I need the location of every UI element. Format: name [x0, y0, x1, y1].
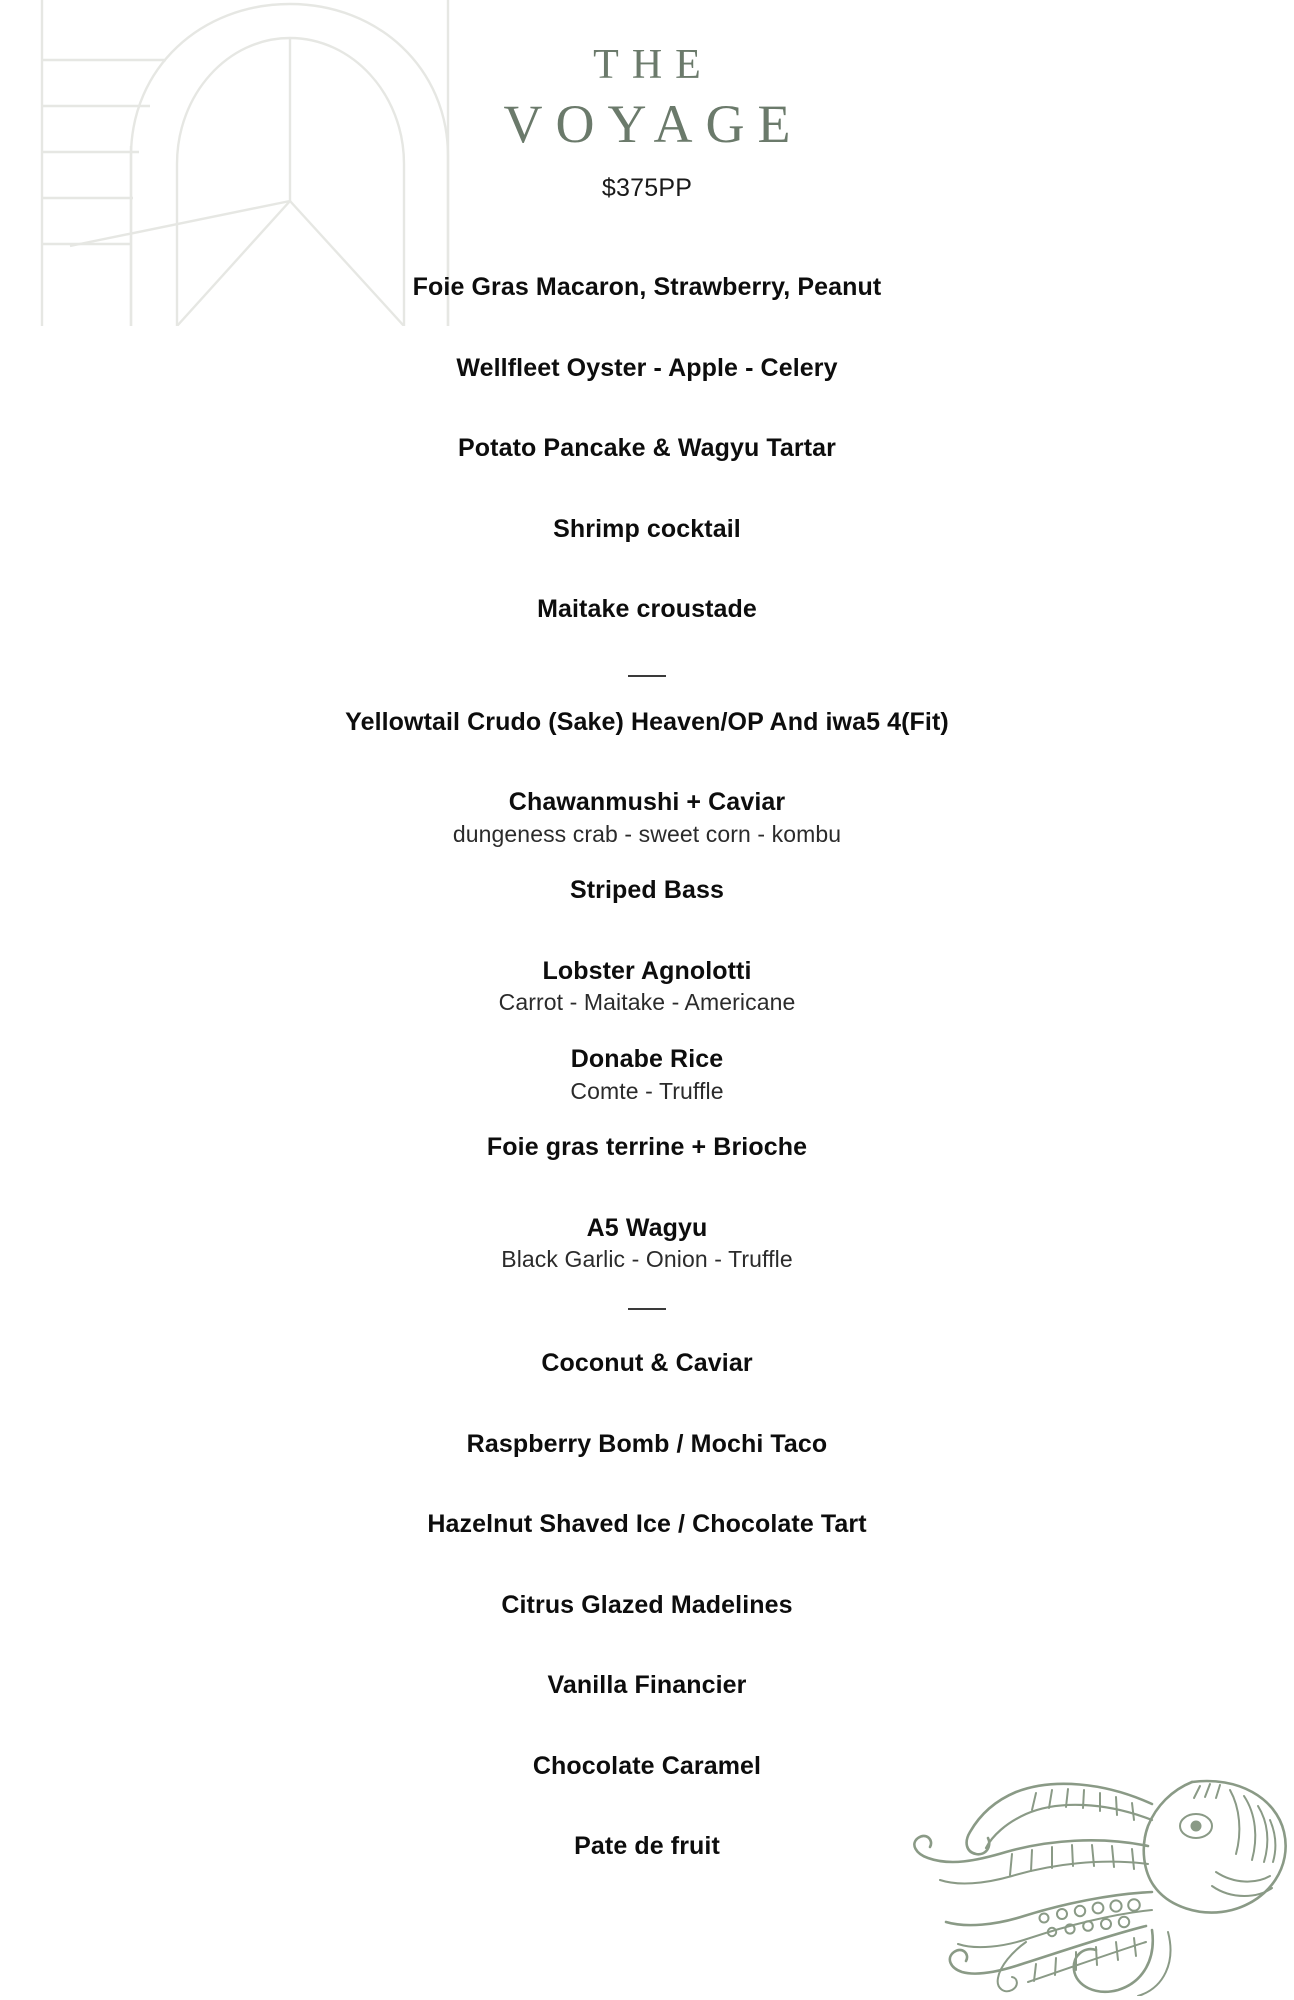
- menu-item: [0, 1751, 1294, 1782]
- menu-item: [0, 707, 1294, 738]
- brand-title-line-1: THE: [593, 42, 714, 88]
- menu-item-title: Striped Bass: [569, 876, 725, 905]
- menu-item-title: Raspberry Bomb / Mochi Taco: [466, 1429, 828, 1458]
- menu-item: [0, 1509, 1294, 1540]
- menu-item-title: Citrus Glazed Madelines: [501, 1590, 793, 1619]
- menu-item: [0, 1348, 1294, 1379]
- menu-item-title: Yellowtail Crudo (Sake) Heaven/OP And iwa5 4(Fit): [345, 707, 949, 736]
- menu-item-title: Foie gras terrine + Brioche: [486, 1133, 808, 1162]
- menu-item-title: Chocolate Caramel: [532, 1751, 762, 1780]
- menu-item-title: Coconut & Caviar: [541, 1349, 753, 1377]
- menu-item: [0, 433, 1294, 464]
- menu-item: [0, 272, 1294, 303]
- menu-item-description: Comte - Truffle: [570, 1077, 724, 1104]
- menu-item-title: Foie Gras Macaron, Strawberry, Peanut: [412, 273, 882, 301]
- menu-item: [0, 956, 1294, 1017]
- menu-item: [0, 1429, 1294, 1460]
- menu-body: [0, 272, 1294, 1912]
- menu-item-title: Wellfleet Oyster - Apple - Celery: [456, 353, 838, 382]
- menu-item: [0, 514, 1294, 545]
- course-first-course: [0, 272, 1294, 625]
- menu-item: [0, 1044, 1294, 1105]
- menu-item-title: A5 Wagyu: [586, 1213, 708, 1242]
- menu-item-title: Vanilla Financier: [547, 1671, 747, 1699]
- menu-item-description: Black Garlic - Onion - Truffle: [501, 1246, 793, 1273]
- menu-item: [0, 353, 1294, 384]
- menu-item: [0, 1831, 1294, 1862]
- menu-item: [0, 1670, 1294, 1701]
- course-divider: [628, 675, 666, 677]
- menu-item-title: Donabe Rice: [570, 1045, 724, 1073]
- menu-item: [0, 875, 1294, 906]
- menu-item-description: dungeness crab - sweet corn - kombu: [452, 820, 842, 847]
- menu-item: [0, 787, 1294, 848]
- menu-item: [0, 1132, 1294, 1163]
- menu-item-title: Potato Pancake & Wagyu Tartar: [458, 434, 836, 462]
- course-second-course: [0, 707, 1294, 1275]
- menu-item-description: Carrot - Maitake - Americane: [498, 989, 796, 1016]
- menu-price: $375PP: [601, 173, 693, 202]
- menu-item-title: Chawanmushi + Caviar: [508, 788, 786, 816]
- course-dessert-course: [0, 1348, 1294, 1862]
- menu-header: [0, 0, 1294, 203]
- menu-item-title: Shrimp cocktail: [553, 514, 741, 543]
- menu-item-title: Lobster Agnolotti: [542, 956, 752, 985]
- menu-item: [0, 1590, 1294, 1621]
- menu-item: [0, 1213, 1294, 1274]
- menu-item-title: Pate de fruit: [574, 1832, 720, 1860]
- menu-item-title: Maitake croustade: [537, 595, 757, 623]
- menu-item: [0, 594, 1294, 625]
- brand-title-line-2: VOYAGE: [503, 93, 804, 154]
- course-divider: [628, 1308, 666, 1310]
- menu-item-title: Hazelnut Shaved Ice / Chocolate Tart: [427, 1510, 867, 1538]
